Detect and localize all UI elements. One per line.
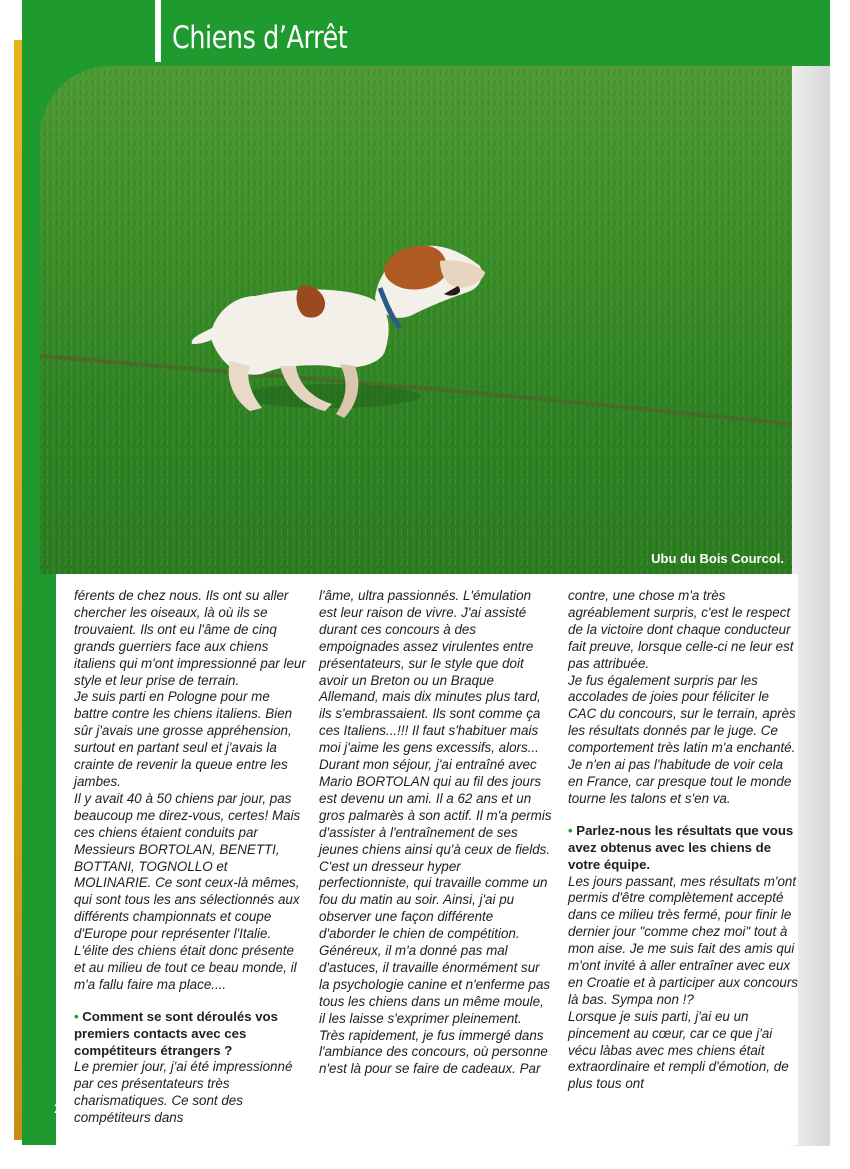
bullet-icon: • xyxy=(568,822,577,838)
paragraph: l'âme, ultra passionnés. L'émulation est leur raison de vivre. J'ai assisté durant ces concours à des empoignades assez virulentes entre présentateurs, sur le style que doit avoir un Breton ou un Braque Allemand, mais dix minutes plus tard, ils s'embrassaient. Ils sont comme ça ces Italiens...!!! Il faut s'habituer mais moi j'aime les gens excessifs, alors... xyxy=(319,588,541,756)
bullet-icon: • xyxy=(74,1008,83,1024)
paragraph: Le premier jour, j'ai été impressionné par ces présentateurs très charismatiques. Ce sont des compétiteurs dans xyxy=(74,1059,293,1126)
text-column-1 xyxy=(74,588,306,1127)
grass-texture xyxy=(40,66,792,574)
paragraph: Il y avait 40 à 50 chiens par jour, pas beaucoup me direz-vous, certes! Mais ces chiens étaient conduits par Messieurs BORTOLAN, BENETTI, BOTTANI, TOGNOLLO et MOLINARIE. Ce sont ceux-là mêmes, qui sont tous les ans sélectionnés aux différents championnats et coupe d'Europe pour représenter l'Italie. L'élite des chiens était donc présente et au milieu de tout ce beau monde, il m'a fallu faire ma place.... xyxy=(74,790,301,992)
page-number: 26 xyxy=(54,1100,70,1116)
paragraph: Très rapidement, je fus immergé dans l'ambiance des concours, où personne n'est là pour se faire de cadeaux. Par xyxy=(319,1027,548,1077)
paragraph: Généreux, il m'a donné pas mal d'astuces, il travaille énormément sur la psychologie canine et n'enferme pas tous les chiens dans un même moule, il les laisse s'exprimer pleinement. xyxy=(319,943,551,1026)
paragraph: contre, une chose m'a très agréablement surpris, c'est le respect de la victoire dont chaque conducteur fait preuve, lorsque celle-ci ne leur est pas attribuée. xyxy=(568,588,794,671)
paragraph: Je suis parti en Pologne pour me battre contre les chiens italiens. Bien sûr j'avais une grosse appréhension, surtout en partant seul et j'avais la crainte de revenir la queue entre les jambes. xyxy=(74,689,293,789)
interview-question xyxy=(74,1009,306,1060)
question-text: Parlez-nous les résultats que vous avez obtenus avec les chiens de votre équipe. xyxy=(568,822,794,872)
text-column-2 xyxy=(319,588,552,1078)
section-title: Chiens d’Arrêt xyxy=(172,20,348,56)
text-column-3 xyxy=(568,588,800,1093)
dog-photo xyxy=(40,66,792,574)
paragraph: Je fus également surpris par les accolades de joies pour féliciter le CAC du concours, sur le terrain, après les résultats donnés par le juge. Ce comportement très latin m'a enchanté. Je n'en ai pas l'habitude de voir cela en France, car presque tout le monde tourne les talons et s'en va. xyxy=(568,672,796,806)
title-accent-bar xyxy=(155,0,161,62)
paragraph: Les jours passant, mes résultats m'ont permis d'être complètement accepté dans ce milieu très fermé, pour finir le dernier jour "comme chez moi" tout à mon aise. Je me suis fait des amis qui m'ont invité à aller entraîner avec eux en Croatie et à participer aux concours là bas. Sympa non !? xyxy=(568,873,798,1007)
dog-illustration xyxy=(40,66,792,574)
paragraph: Lorsque je suis parti, j'ai eu un pincement au cœur, car ce que j'ai vécu làbas avec mes chiens était extraordinaire et rempli d'émotion, de plus tous ont xyxy=(568,1008,789,1092)
question-text: Comment se sont déroulés vos premiers contacts avec ces compétiteurs étrangers ? xyxy=(74,1008,278,1058)
photo-caption: Ubu du Bois Courcol. xyxy=(651,551,784,566)
paragraph: Durant mon séjour, j'ai entraîné avec Mario BORTOLAN qui au fil des jours est devenu un ami. Il a 62 ans et un gros palmarès à son actif. Il m'a permis d'assister à l'entraînement de ses jeunes chiens ainsi qu'à ceux de fields. C'est un dresseur hyper perfectionniste, qui travaille comme un fou du matin au soir. Ainsi, j'ai pu observer une façon différente d'aborder le chien de compétition. xyxy=(319,757,552,942)
paragraph: férents de chez nous. Ils ont su aller chercher les oiseaux, là où ils se trouvaient. Ils ont eu l'âme de cinq grands guerriers face aux chiens italiens qui m'ont impressionné par leur style et leur prise de terrain. xyxy=(74,588,306,688)
interview-question xyxy=(568,823,800,874)
